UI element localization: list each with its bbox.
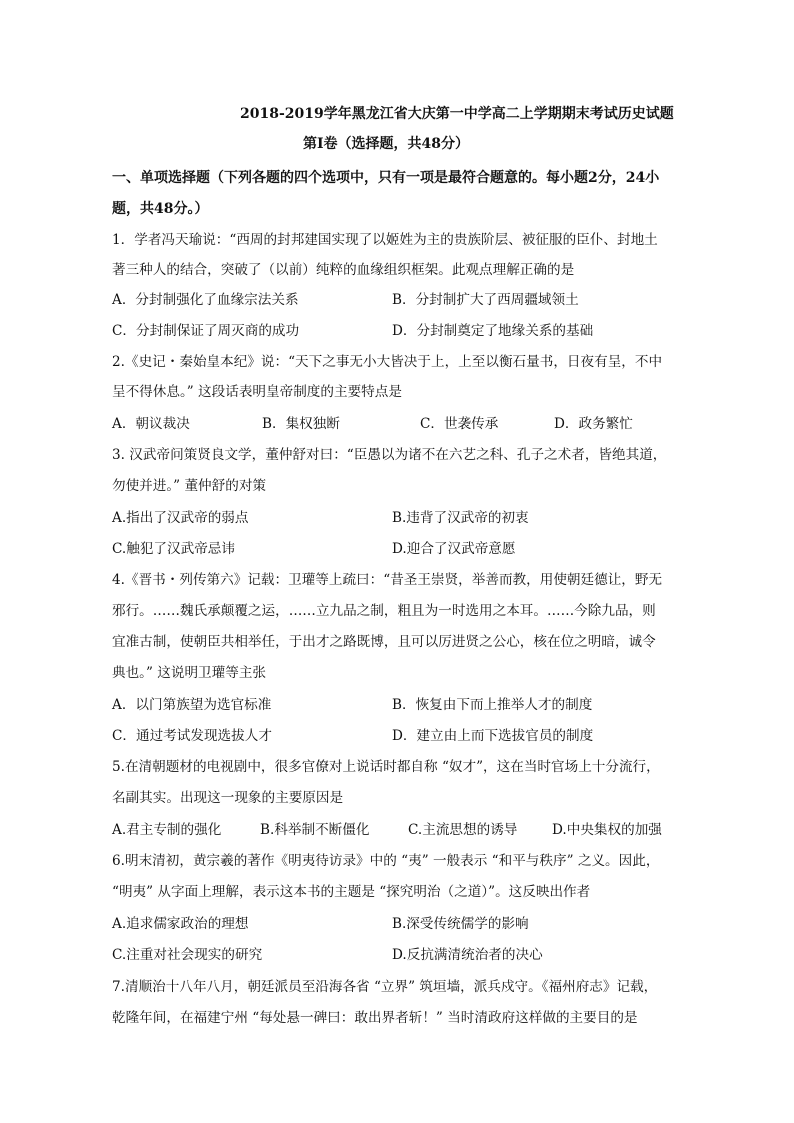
exam-title: 2018-2019学年黑龙江省大庆第一中学高二上学期期末考试历史试题 <box>240 106 674 122</box>
question-6-option-b: B.深受传统儒学的影响 <box>392 916 529 932</box>
question-7-line-2: 乾隆年间，在福建宁州 “每处悬一碑曰：敢出界者斩！” 当时清政府这样做的主要目的是 <box>112 1010 638 1026</box>
question-4-line-4: 典也。” 这说明卫瓘等主张 <box>112 665 267 681</box>
question-7-line-1: 7.清顺治十八年八月，朝廷派员至沿海各省 “立界” 筑垣墙，派兵戍守。《福州府志》记载， <box>112 979 658 995</box>
question-3-option-b: B.违背了汉武帝的初衷 <box>392 510 529 526</box>
question-5-line-2: 名副其实。出现这一现象的主要原因是 <box>112 790 344 806</box>
question-6-line-1: 6.明末清初，黄宗羲的著作《明夷待访录》中的 “夷” 一般表示 “和平与秩序” 之义。因此， <box>112 853 660 869</box>
question-1-line-2: 著三种人的结合，突破了（以前）纯粹的血缘组织框架。此观点理解正确的是 <box>112 262 575 278</box>
question-4-option-b: B．恢复由下而上推举人才的制度 <box>392 697 593 713</box>
question-2-option-a: A．朝议裁决 <box>112 416 190 432</box>
question-6-option-d: D.反抗满清统治者的决心 <box>392 947 543 963</box>
question-4-line-2: 邪行。……魏氏承颠覆之运，……立九品之制，粗且为一时选用之本耳。……今除九品，则 <box>112 603 656 619</box>
question-4-option-d: D．建立由上而下选拔官员的制度 <box>392 728 594 744</box>
question-1-line-1: 1．学者冯天瑜说：“西周的封邦建国实现了以姬姓为主的贵族阶层、被征服的臣仆、封地土 <box>112 232 658 248</box>
question-5-option-d: D.中央集权的加强 <box>552 822 662 838</box>
volume-heading: 第Ⅰ卷（选择题，共48分） <box>303 136 470 152</box>
question-5-option-b: B.科举制不断僵化 <box>260 822 370 838</box>
question-2-option-c: C．世袭传承 <box>420 416 499 432</box>
question-6-line-2: “明夷” 从字面上理解，表示这本书的主题是 “探究明治（之道）”。这反映出作者 <box>112 884 591 900</box>
question-5-option-a: A.君主专制的强化 <box>112 822 222 838</box>
question-4-option-a: A．以门第族望为选官标准 <box>112 697 272 713</box>
question-1-option-d: D．分封制奠定了地缘关系的基础 <box>392 323 594 339</box>
question-5-option-c: C.主流思想的诱导 <box>408 822 518 838</box>
question-3-option-c: C.触犯了汉武帝忌讳 <box>112 541 235 557</box>
question-3-option-a: A.指出了汉武帝的弱点 <box>112 510 249 526</box>
question-6-option-c: C.注重对社会现实的研究 <box>112 947 263 963</box>
question-2-option-b: B．集权独断 <box>262 416 340 432</box>
question-1-option-c: C．分封制保证了周灭商的成功 <box>112 323 300 339</box>
question-1-option-a: A．分封制强化了血缘宗法关系 <box>112 292 299 308</box>
question-4-line-3: 宜准古制，使朝臣共相举任，于出才之路既博，且可以厉进贤之公心，核在位之明暗，诚令 <box>112 634 656 650</box>
section-heading: 一、单项选择题（下列各题的四个选项中，只有一项是最符合题意的。每小题2分，24小题，共48分。） <box>112 170 660 217</box>
question-2-line-2: 呈不得休息。” 这段话表明皇帝制度的主要特点是 <box>112 384 402 400</box>
question-4-line-1: 4.《晋书・列传第六》记载：卫瓘等上疏曰：“昔圣王崇贤，举善而教，用使朝廷德让，野无 <box>112 572 663 588</box>
question-2-line-1: 2.《史记・秦始皇本纪》说：“天下之事无小大皆决于上，上至以衡石量书，日夜有呈，不中 <box>112 354 663 370</box>
question-2-option-d: D．政务繁忙 <box>554 416 633 432</box>
question-4-option-c: C．通过考试发现选拔人才 <box>112 728 272 744</box>
question-1-option-b: B．分封制扩大了西周疆域领土 <box>392 292 579 308</box>
question-6-option-a: A.追求儒家政治的理想 <box>112 916 249 932</box>
question-5-line-1: 5.在清朝题材的电视剧中，很多官僚对上说话时都自称 “奴才”，这在当时官场上十分流行， <box>112 759 660 775</box>
question-3-option-d: D.迎合了汉武帝意愿 <box>392 541 516 557</box>
question-3-line-2: 勿使并进。” 董仲舒的对策 <box>112 478 267 494</box>
question-3-line-1: 3. 汉武帝问策贤良文学，董仲舒对曰：“臣愚以为诸不在六艺之科、孔子之术者，皆绝其道， <box>112 447 667 463</box>
